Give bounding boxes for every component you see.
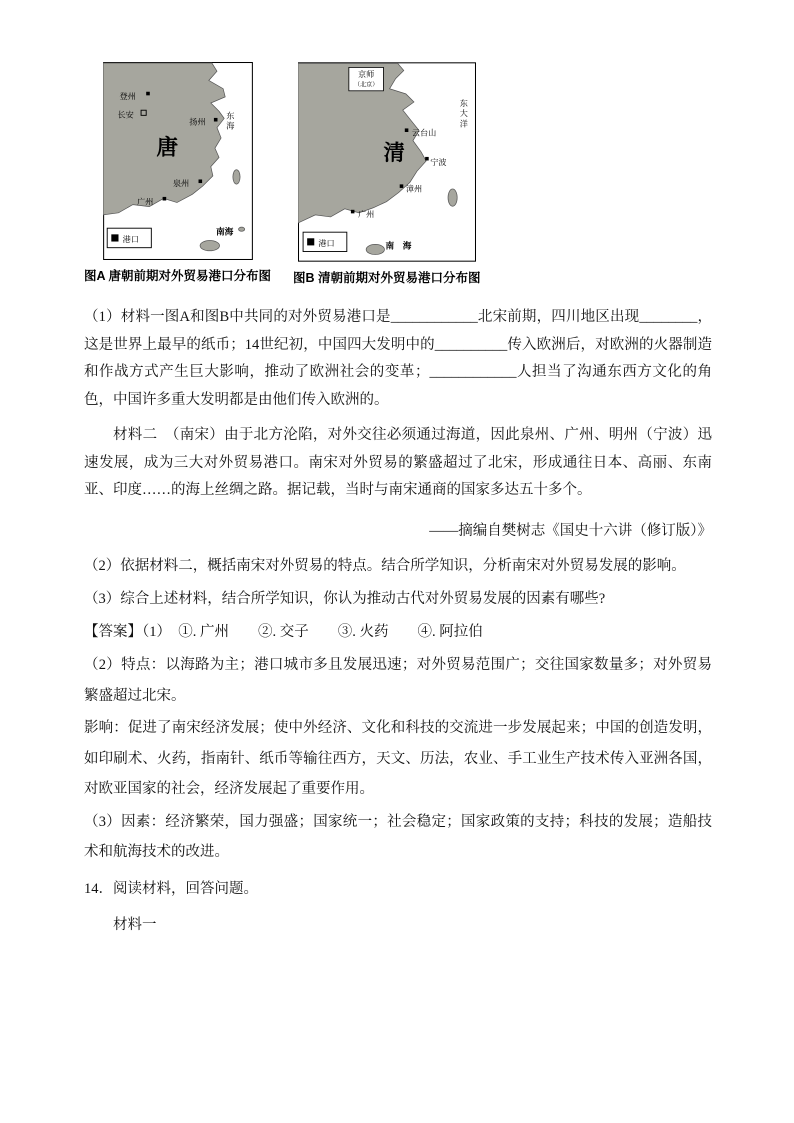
question-1: （1）材料一图A和图B中共同的对外贸易港口是____________北宋前期，四川地区出现________，这是世界上最早的纸币；14世纪初，中国四大发明中的__________传入欧洲后，对欧洲的火器制造和作战方式产生巨大影响，推动了欧洲社会的变革；____________人担当了沟通东西方文化的角色，中国许多重大发明都是由他们传入欧洲的。 <box>84 309 712 408</box>
map-b-svg <box>298 62 476 262</box>
label-guangzhou-b: 广州 <box>357 209 375 219</box>
port-marker-guangzhou-b <box>351 210 355 214</box>
material-1-heading: 材料一 <box>113 916 157 933</box>
map-b-taiwan-island <box>448 189 457 206</box>
label-jingshi-sub: （北京） <box>353 81 379 89</box>
question-14: 14．阅读材料，回答问题。 <box>84 880 258 897</box>
port-marker-guangzhou-a <box>162 197 166 201</box>
label-jingshi: 京师 <box>357 70 375 80</box>
label-ningbo: 宁波 <box>430 158 447 168</box>
label-yangzhou: 扬州 <box>188 117 206 127</box>
map-a-legend-label: 港口 <box>122 235 139 245</box>
map-a-small-island <box>238 227 244 231</box>
source-citation: ——摘编自樊树志《国史十六讲（修订版）》 <box>429 522 712 539</box>
maps-row <box>84 62 712 286</box>
label-zhangzhou: 漳州 <box>405 184 422 194</box>
label-south-sea-a: 南海 <box>215 226 233 237</box>
answer-3-factors: （3）因素：经济繁荣，国力强盛；国家统一；社会稳定；国家政策的支持；科技的发展；造船技术和航海技术的改进。 <box>84 813 712 860</box>
label-east-sea: 东海 <box>225 111 235 132</box>
answer-2-impact: 影响：促进了南宋经济发展；使中外经济、文化和科技的交流进一步发展起来；中国的创造发明，如印刷术、火药，指南针、纸币等输往西方，天文、历法，农业、手工业生产技术传入亚洲各国，对欧亚国家的社会，经济发展起了重要作用。 <box>84 720 712 797</box>
map-a-legend-port-marker <box>111 234 118 241</box>
label-dynasty-qing: 清 <box>383 140 405 165</box>
label-changan: 长安 <box>116 110 134 120</box>
port-marker-yangzhou <box>213 118 217 122</box>
map-a-svg <box>103 62 253 260</box>
map-a-caption: 图A 唐朝前期对外贸易港口分布图 <box>84 269 272 283</box>
answer-line-1 <box>84 617 712 647</box>
material-2-paragraph: 材料二 （南宋）由于北方沦陷，对外交往必须通过海道，因此泉州、广州、明州（宁波）迅速发展，成为三大对外贸易港口。南宋对外贸易的繁盛超过了北宋，形成通往日本、高丽、东南亚、印度……的海上丝绸之路。据记载，当时与南宋通商的国家多达五十多个。 <box>84 427 712 498</box>
label-guangzhou-a: 广州 <box>136 197 153 207</box>
label-quanzhou-a: 泉州 <box>172 179 189 189</box>
label-east-ocean: 东大洋 <box>459 98 469 130</box>
label-yuntaishan: 云台山 <box>411 128 437 138</box>
map-b-figure <box>293 62 481 286</box>
map-a-taiwan-island <box>232 170 239 184</box>
question-2: （2）依据材料二，概括南宋对外贸易的特点。结合所学知识，分析南宋对外贸易发展的影响。 <box>84 558 686 574</box>
label-south-sea-b: 南 海 <box>385 240 412 251</box>
question-3: （3）综合上述材料，结合所学知识，你认为推动古代对外贸易发展的因素有哪些? <box>84 591 606 607</box>
map-a-hainan-island <box>200 241 219 251</box>
answer-2-traits: （2）特点：以海路为主；港口城市多且发展迅速；对外贸易范围广；交往国家数量多；对外贸易繁盛超过北宋。 <box>84 657 712 704</box>
map-b-legend-port-marker <box>307 238 314 245</box>
port-marker-yuntaishan <box>405 128 409 132</box>
map-b-caption: 图B 清朝前期对外贸易港口分布图 <box>293 271 481 285</box>
port-marker-dengzhou <box>146 92 150 96</box>
label-dynasty-tang: 唐 <box>155 135 178 160</box>
port-marker-zhangzhou <box>400 184 404 188</box>
map-b-legend-label: 港口 <box>318 238 335 248</box>
map-a-figure <box>84 62 271 284</box>
port-marker-quanzhou-a <box>198 179 202 183</box>
answer-label: 【答案】 <box>84 624 142 640</box>
answer-1-blanks: （1） ①. 广州 ②. 交子 ③. 火药 ④. 阿拉伯 <box>142 624 483 640</box>
label-dengzhou: 登州 <box>119 91 136 101</box>
port-marker-ningbo <box>425 157 429 161</box>
map-b-hainan-island <box>366 244 384 254</box>
